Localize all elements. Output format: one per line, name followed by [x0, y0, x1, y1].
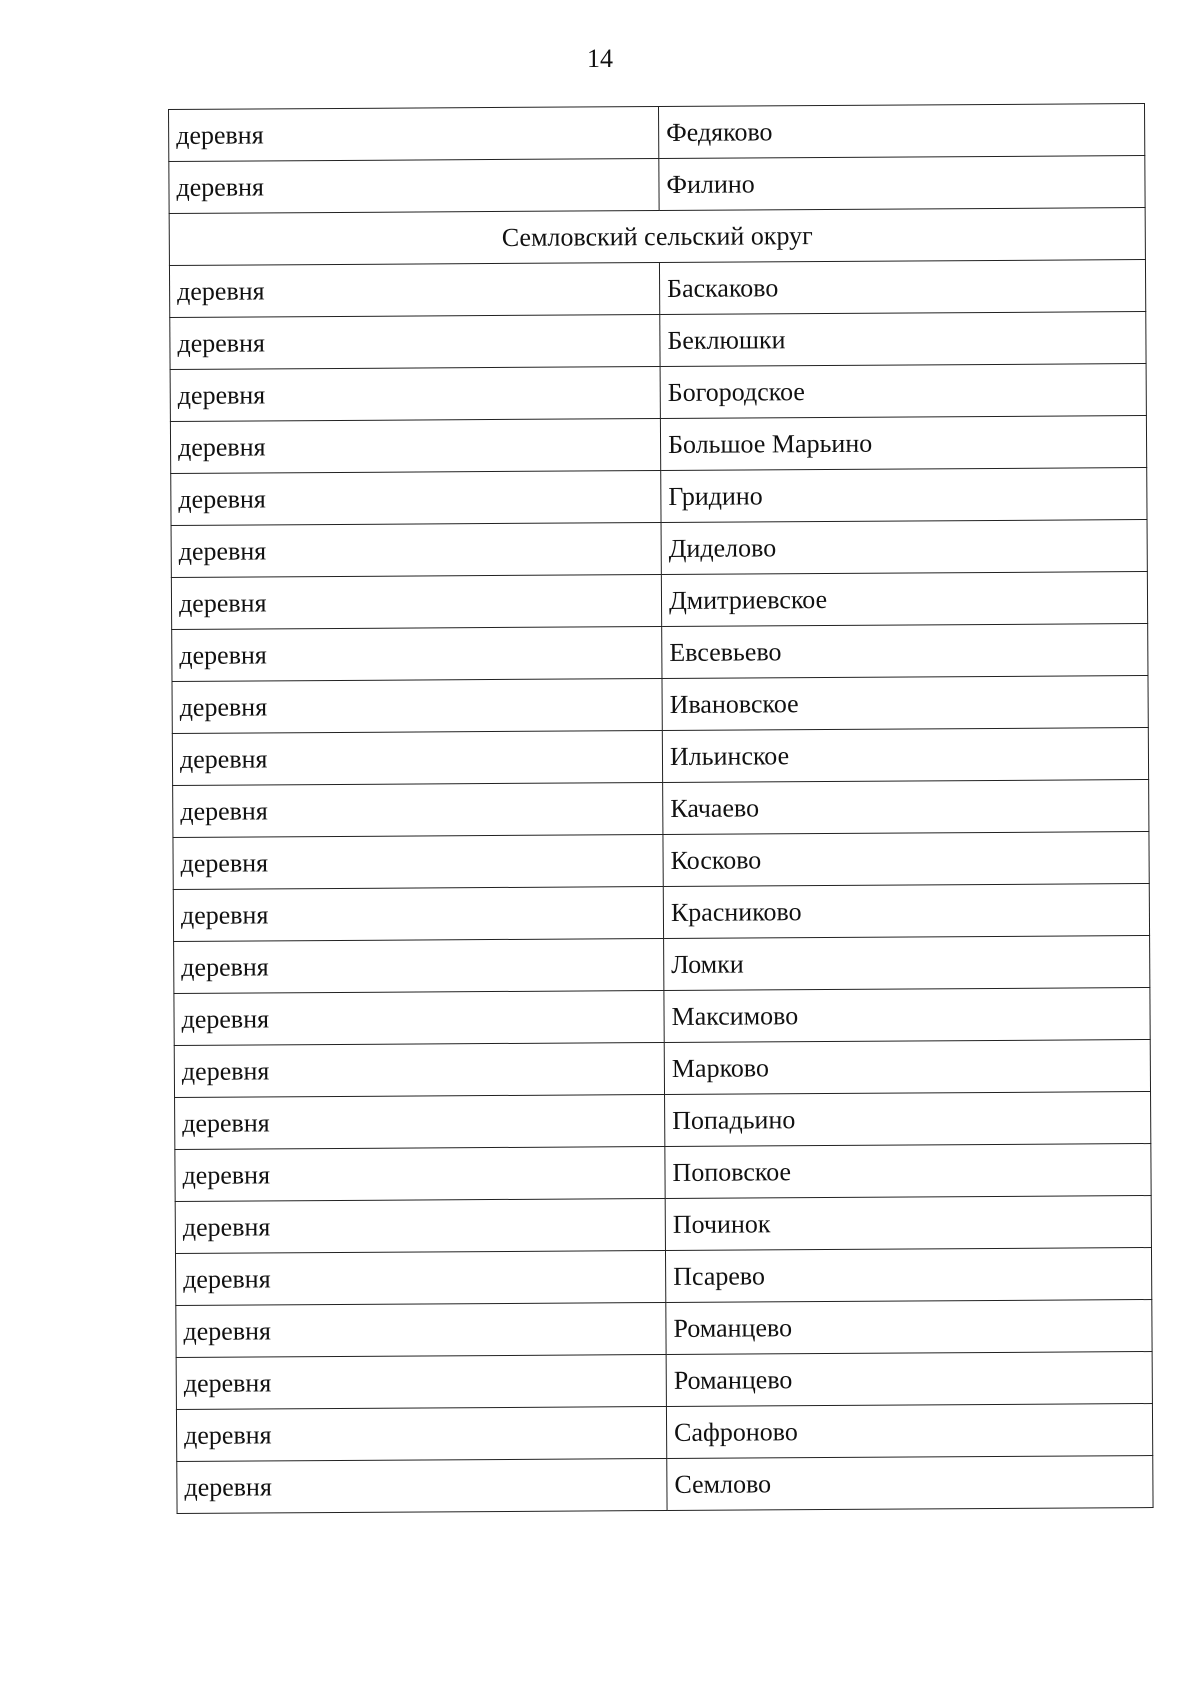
settlement-name-cell: Диделово [661, 520, 1147, 575]
settlement-name-cell: Евсевьево [662, 624, 1148, 679]
settlement-name-cell: Попадьино [665, 1092, 1151, 1147]
settlement-type-cell: деревня [176, 1406, 666, 1461]
settlement-type-cell: деревня [172, 626, 662, 681]
settlement-type-cell: деревня [170, 366, 660, 421]
settlement-type-cell: деревня [172, 730, 662, 785]
section-title: Семловский сельский округ [169, 208, 1145, 266]
settlement-type-cell: деревня [175, 1146, 665, 1201]
settlement-name-cell: Гридино [661, 468, 1147, 523]
settlement-type-cell: деревня [169, 107, 659, 162]
settlement-name-cell: Поповское [665, 1144, 1151, 1199]
settlement-type-cell: деревня [175, 1094, 665, 1149]
table-row [171, 520, 1147, 578]
settlement-name-cell: Дмитриевское [661, 572, 1147, 627]
settlement-name-cell: Федяково [658, 104, 1144, 159]
table-row [170, 416, 1146, 474]
table-row [176, 1300, 1152, 1358]
table-row [169, 156, 1145, 214]
table-row [177, 1456, 1153, 1514]
settlement-name-cell: Ильинское [662, 728, 1148, 783]
settlement-name-cell: Максимово [664, 988, 1150, 1043]
settlement-name-cell: Беклюшки [660, 312, 1146, 367]
settlement-name-cell: Косково [663, 832, 1149, 887]
settlement-type-cell: деревня [169, 263, 659, 318]
settlement-type-cell: деревня [175, 1250, 665, 1305]
settlement-type-cell: деревня [170, 314, 660, 369]
table-row [174, 988, 1150, 1046]
settlement-name-cell: Ломки [664, 936, 1150, 991]
settlement-table [168, 103, 1154, 1514]
settlement-name-cell: Богородское [660, 364, 1146, 419]
settlement-name-cell: Красниково [663, 884, 1149, 939]
settlement-type-cell: деревня [177, 1458, 667, 1513]
table-row [170, 312, 1146, 370]
table-row [172, 728, 1148, 786]
table-row [171, 572, 1147, 630]
settlement-type-cell: деревня [176, 1302, 666, 1357]
settlement-type-cell: деревня [174, 990, 664, 1045]
settlement-name-cell: Качаево [663, 780, 1149, 835]
settlement-name-cell: Баскаково [659, 260, 1145, 315]
settlement-type-cell: деревня [174, 938, 664, 993]
table-row [175, 1144, 1151, 1202]
table-row [169, 260, 1145, 318]
settlement-type-cell: деревня [175, 1198, 665, 1253]
table-row [169, 104, 1145, 162]
table-row [175, 1196, 1151, 1254]
table-row [170, 364, 1146, 422]
settlement-type-cell: деревня [171, 574, 661, 629]
settlement-type-cell: деревня [171, 522, 661, 577]
table-row [175, 1092, 1151, 1150]
table-row [171, 468, 1147, 526]
settlement-name-cell: Псарево [665, 1248, 1151, 1303]
settlement-name-cell: Марково [664, 1040, 1150, 1095]
settlement-type-cell: деревня [169, 159, 659, 214]
table-row [174, 936, 1150, 994]
settlement-type-cell: деревня [173, 834, 663, 889]
table-row [175, 1248, 1151, 1306]
settlement-type-cell: деревня [176, 1354, 666, 1409]
settlement-type-cell: деревня [170, 418, 660, 473]
table-row [173, 832, 1149, 890]
settlement-name-cell: Ивановское [662, 676, 1148, 731]
settlement-type-cell: деревня [172, 678, 662, 733]
settlement-name-cell: Филино [659, 156, 1145, 211]
page-number: 14 [587, 44, 613, 73]
table-row [172, 676, 1148, 734]
settlement-type-cell: деревня [174, 1042, 664, 1097]
table-row [173, 884, 1149, 942]
table-row [174, 1040, 1150, 1098]
settlement-name-cell: Большое Марьино [660, 416, 1146, 471]
settlement-type-cell: деревня [173, 886, 663, 941]
table-row [176, 1404, 1152, 1462]
settlement-name-cell: Семлово [667, 1456, 1153, 1511]
settlement-type-cell: деревня [173, 782, 663, 837]
settlement-name-cell: Романцево [666, 1300, 1152, 1355]
section-header-row [169, 208, 1145, 266]
settlement-type-cell: деревня [171, 470, 661, 525]
table-row [176, 1352, 1152, 1410]
settlement-name-cell: Сафроново [666, 1404, 1152, 1459]
settlement-name-cell: Романцево [666, 1352, 1152, 1407]
table-row [173, 780, 1149, 838]
table-row [172, 624, 1148, 682]
settlement-name-cell: Починок [665, 1196, 1151, 1251]
